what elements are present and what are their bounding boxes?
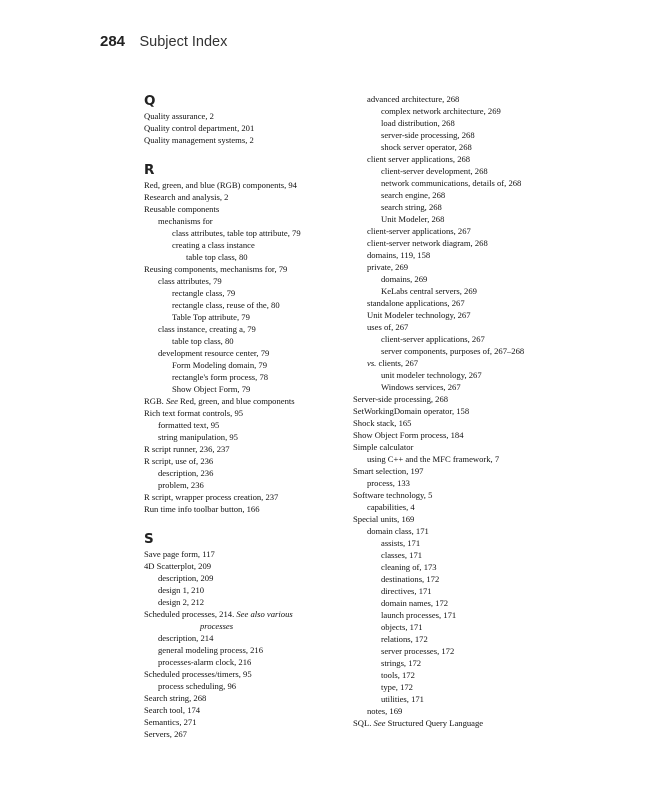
entry-text: Scheduled processes, 214. [144, 609, 237, 619]
index-entry: Rich text format controls, 95 [144, 408, 244, 418]
index-entry: Software technology, 5 [353, 490, 433, 500]
index-entry: Form Modeling domain, 79 [172, 360, 268, 370]
index-entry: server processes, 172 [381, 646, 455, 656]
index-entry: general modeling process, 216 [158, 645, 264, 655]
entry-italic: See [165, 396, 178, 406]
entry-text: clients, 267 [376, 358, 419, 368]
index-entry: Save page form, 117 [144, 549, 215, 559]
index-entry: using C++ and the MFC framework, 7 [367, 454, 500, 464]
entry-text: SQL. [353, 718, 374, 728]
index-entry: relations, 172 [381, 634, 428, 644]
entry-italic: vs. [367, 358, 377, 368]
entry-text: RGB. [144, 396, 166, 406]
index-entry: R script, use of, 236 [144, 456, 214, 466]
index-entry: load distribution, 268 [381, 118, 455, 128]
index-entry: domains, 269 [381, 274, 428, 284]
section-letter: R [144, 162, 155, 178]
page-header [100, 33, 227, 51]
index-entry: Servers, 267 [144, 729, 187, 739]
index-entry: cleaning of, 173 [381, 562, 437, 572]
index-column-left [144, 93, 339, 740]
index-column-right [353, 93, 553, 729]
index-entry: string manipulation, 95 [158, 432, 238, 442]
index-entry: uses of, 267 [367, 322, 409, 332]
index-entry: Red, green, and blue (RGB) components, 94 [144, 180, 297, 190]
index-entry [353, 717, 553, 729]
index-entry: directives, 171 [381, 586, 432, 596]
index-entry: objects, 171 [381, 622, 423, 632]
index-entry: class attributes, table top attribute, 79 [172, 228, 301, 238]
index-entry: strings, 172 [381, 658, 422, 668]
index-entry: server-side processing, 268 [381, 130, 475, 140]
index-entry [353, 357, 553, 369]
page-title: Subject Index [139, 34, 228, 50]
index-entry: Shock stack, 165 [353, 418, 412, 428]
index-entry: Table Top attribute, 79 [172, 312, 250, 322]
index-entry: rectangle class, reuse of the, 80 [172, 300, 280, 310]
index-entry: design 1, 210 [158, 585, 205, 595]
index-entry: Show Object Form, 79 [172, 384, 251, 394]
index-entry: process, 133 [367, 478, 410, 488]
index-entry: client-server network diagram, 268 [367, 238, 488, 248]
index-entry: description, 214 [158, 633, 214, 643]
index-entry: destinations, 172 [381, 574, 440, 584]
section-letter: Q [144, 93, 156, 109]
index-entry: table top class, 80 [172, 336, 234, 346]
page-number: 284 [100, 33, 126, 50]
index-entry: launch processes, 171 [381, 610, 457, 620]
index-entry: R script, wrapper process creation, 237 [144, 492, 279, 502]
index-entry: 4D Scatterplot, 209 [144, 561, 212, 571]
index-entry: Unit Modeler, 268 [381, 214, 445, 224]
entry-italic: See [373, 718, 386, 728]
index-entry: tools, 172 [381, 670, 415, 680]
index-entry: Search string, 268 [144, 693, 207, 703]
index-entry: client-server applications, 267 [367, 226, 471, 236]
index-entry: Search tool, 174 [144, 705, 201, 715]
index-entry: process scheduling, 96 [158, 681, 237, 691]
index-entry: formatted text, 95 [158, 420, 220, 430]
index-entry: table top class, 80 [186, 252, 248, 262]
index-entry: assists, 171 [381, 538, 421, 548]
index-entry: utilities, 171 [381, 694, 424, 704]
index-entry: Reusing components, mechanisms for, 79 [144, 264, 288, 274]
index-entry: KeLabs central servers, 269 [381, 286, 477, 296]
index-entry: network communications, details of, 268 [381, 178, 522, 188]
index-entry: classes, 171 [381, 550, 423, 560]
index-entry: design 2, 212 [158, 597, 205, 607]
index-entry: class instance, creating a, 79 [158, 324, 256, 334]
index-entry [144, 608, 339, 620]
index-entry: complex network architecture, 269 [381, 106, 501, 116]
entry-text: Red, green, and blue components [177, 396, 295, 406]
index-entry: private, 269 [367, 262, 409, 272]
index-entry: mechanisms for [158, 216, 213, 226]
index-entry: class attributes, 79 [158, 276, 222, 286]
index-entry: notes, 169 [367, 706, 403, 716]
section-gap [144, 515, 339, 531]
index-entry: Smart selection, 197 [353, 466, 424, 476]
index-entry: advanced architecture, 268 [367, 94, 460, 104]
index-entry: shock server operator, 268 [381, 142, 472, 152]
index-entry: problem, 236 [158, 480, 204, 490]
index-entry: Quality control department, 201 [144, 123, 255, 133]
index-entry: server components, purposes of, 267–268 [381, 346, 525, 356]
index-entry: unit modeler technology, 267 [381, 370, 482, 380]
index-entry: rectangle's form process, 78 [172, 372, 269, 382]
index-entry: Research and analysis, 2 [144, 192, 229, 202]
index-entry: client-server development, 268 [381, 166, 488, 176]
index-entry: type, 172 [381, 682, 413, 692]
index-entry: domains, 119, 158 [367, 250, 431, 260]
index-entry: Unit Modeler technology, 267 [367, 310, 471, 320]
index-entry [144, 395, 339, 407]
index-entry: client-server applications, 267 [381, 334, 485, 344]
entry-italic: processes [200, 621, 234, 631]
index-entry: search string, 268 [381, 202, 442, 212]
index-entry: processes-alarm clock, 216 [158, 657, 252, 667]
index-entry: Special units, 169 [353, 514, 415, 524]
index-entry: Reusable components [144, 204, 220, 214]
index-entry: Server-side processing, 268 [353, 394, 449, 404]
index-entry [144, 620, 339, 632]
index-entry: domain class, 171 [367, 526, 429, 536]
section-letter: S [144, 531, 154, 547]
index-entry: Quality assurance, 2 [144, 111, 214, 121]
entry-italic: See also various [236, 609, 293, 619]
index-entry: Show Object Form process, 184 [353, 430, 464, 440]
entry-text: Structured Query Language [385, 718, 484, 728]
index-entry: capabilities, 4 [367, 502, 415, 512]
index-entry: Run time info toolbar button, 166 [144, 504, 260, 514]
index-entry: Simple calculator [353, 442, 414, 452]
index-entry: creating a class instance [172, 240, 255, 250]
index-entry: domain names, 172 [381, 598, 449, 608]
index-entry: standalone applications, 267 [367, 298, 465, 308]
index-entry: search engine, 268 [381, 190, 446, 200]
index-entry: R script runner, 236, 237 [144, 444, 230, 454]
index-entry: development resource center, 79 [158, 348, 270, 358]
index-entry: Quality management systems, 2 [144, 135, 254, 145]
index-entry: Windows services, 267 [381, 382, 461, 392]
index-entry: description, 236 [158, 468, 214, 478]
index-entry: rectangle class, 79 [172, 288, 236, 298]
section-gap [144, 146, 339, 162]
index-entry: Semantics, 271 [144, 717, 197, 727]
index-entry: client server applications, 268 [367, 154, 471, 164]
index-entry: description, 209 [158, 573, 214, 583]
index-entry: SetWorkingDomain operator, 158 [353, 406, 470, 416]
index-entry: Scheduled processes/timers, 95 [144, 669, 252, 679]
